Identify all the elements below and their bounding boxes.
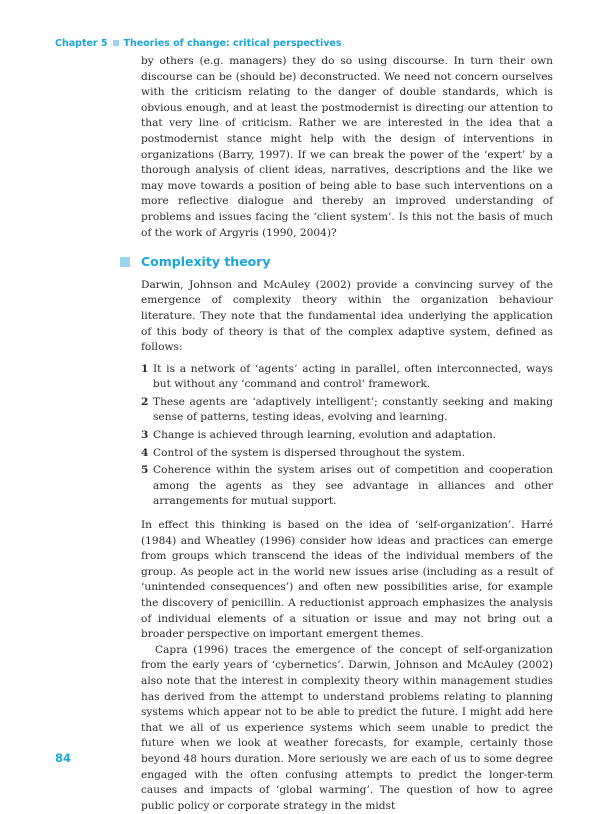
list-item-text: Change is achieved through learning, evolution and adaptation. [153,429,497,442]
numbered-list [141,362,553,510]
paragraph-intro: Darwin, Johnson and McAuley (2002) provide a convincing survey of the emergence of complexity theory within the organization behaviour literature. They note that the fundamental idea underlying the application of this body of theory is that of the complex adaptive system, defined as follows: [141,278,553,354]
list-item [141,362,553,393]
list-item-number: 4 [141,446,149,459]
running-head [55,38,342,49]
section-heading-text: Complexity theory [141,254,271,270]
main-text [141,54,553,814]
list-item-number: 1 [141,362,149,375]
paragraph-continued: by others (e.g. managers) they do so using discourse. In turn their own discourse can be (should be) deconstructed. We need not concern ourselves with the criticism relating to the danger of double standards, which is obvious enough, and at least the postmodernist is directing our attention to that very line of criticism. Rather we are interested in the idea that a postmodernist stance might help with the design of interventions in organizations (Barry, 1997). If we can break the power of the ‘expert’ by a thorough analysis of client ideas, narratives, descriptions and the like we may move towards a position of being able to base such interventions on a more reflective dialogue and thereby an improved understanding of problems and issues facing the ‘client system’. Is this not the basis of much of the work of Argyris (1990, 2004)? [141,55,553,239]
list-item-number: 2 [141,395,149,408]
list-item-text: Coherence within the system arises out of competition and cooperation among the agents as they see advantage in alliances and other arrangements for mutual support. [153,464,553,508]
section-marker-icon [120,257,130,267]
list-item-number: 3 [141,429,149,442]
list-item [141,428,553,444]
paragraph-capra: Capra (1996) traces the emergence of the concept of self-organization from the early years of ‘cybernetics’. Darwin, Johnson and McAuley (2002) also note that the interest in complexity theory within management studies has derived from the attempt to understand problems relating to planning systems which appear not to be able to predict the future. I might add here that we all of us experience systems which seem unable to predict the future when we look at weather forecasts, for example, certainly those beyond 48 hours duration. More seriously we are each of us to some degree engaged with the often confusing attempts to predict the longer-term causes and impacts of ‘global warming’. The question of how to agree public policy or corporate strategy in the midst [141,643,553,812]
running-head-separator [113,40,119,46]
running-head-chapter: Chapter 5 [55,38,108,49]
list-item-text: Control of the system is dispersed throughout the system. [153,446,465,459]
page-number: 84 [55,751,72,765]
paragraph-self-organization: In effect this thinking is based on the idea of ‘self-organization’. Harré (1984) and Wheatley (1996) consider how ideas and practices can emerge from groups which transcend the ideas of the individual members of the group. As people act in the world new issues arise (including as a result of ‘unintended consequences’) and often new possibilities arise, for example the discovery of penicillin. A reductionist approach emphasizes the analysis of individual elements of a situation or issue and may not bring out a broader perspective on important emergent themes. [141,519,553,641]
list-item [141,463,553,510]
list-item [141,446,553,462]
list-item [141,395,553,426]
list-item-text: It is a network of ‘agents’ acting in parallel, often interconnected, ways but without any ‘command and control’ framework. [153,362,553,391]
running-head-title: Theories of change: critical perspectives [123,38,342,49]
section-heading [120,254,553,270]
list-item-text: These agents are ‘adaptively intelligent’; constantly seeking and making sense of patterns, testing ideas, evolving and learning. [153,395,553,424]
list-item-number: 5 [141,464,149,477]
